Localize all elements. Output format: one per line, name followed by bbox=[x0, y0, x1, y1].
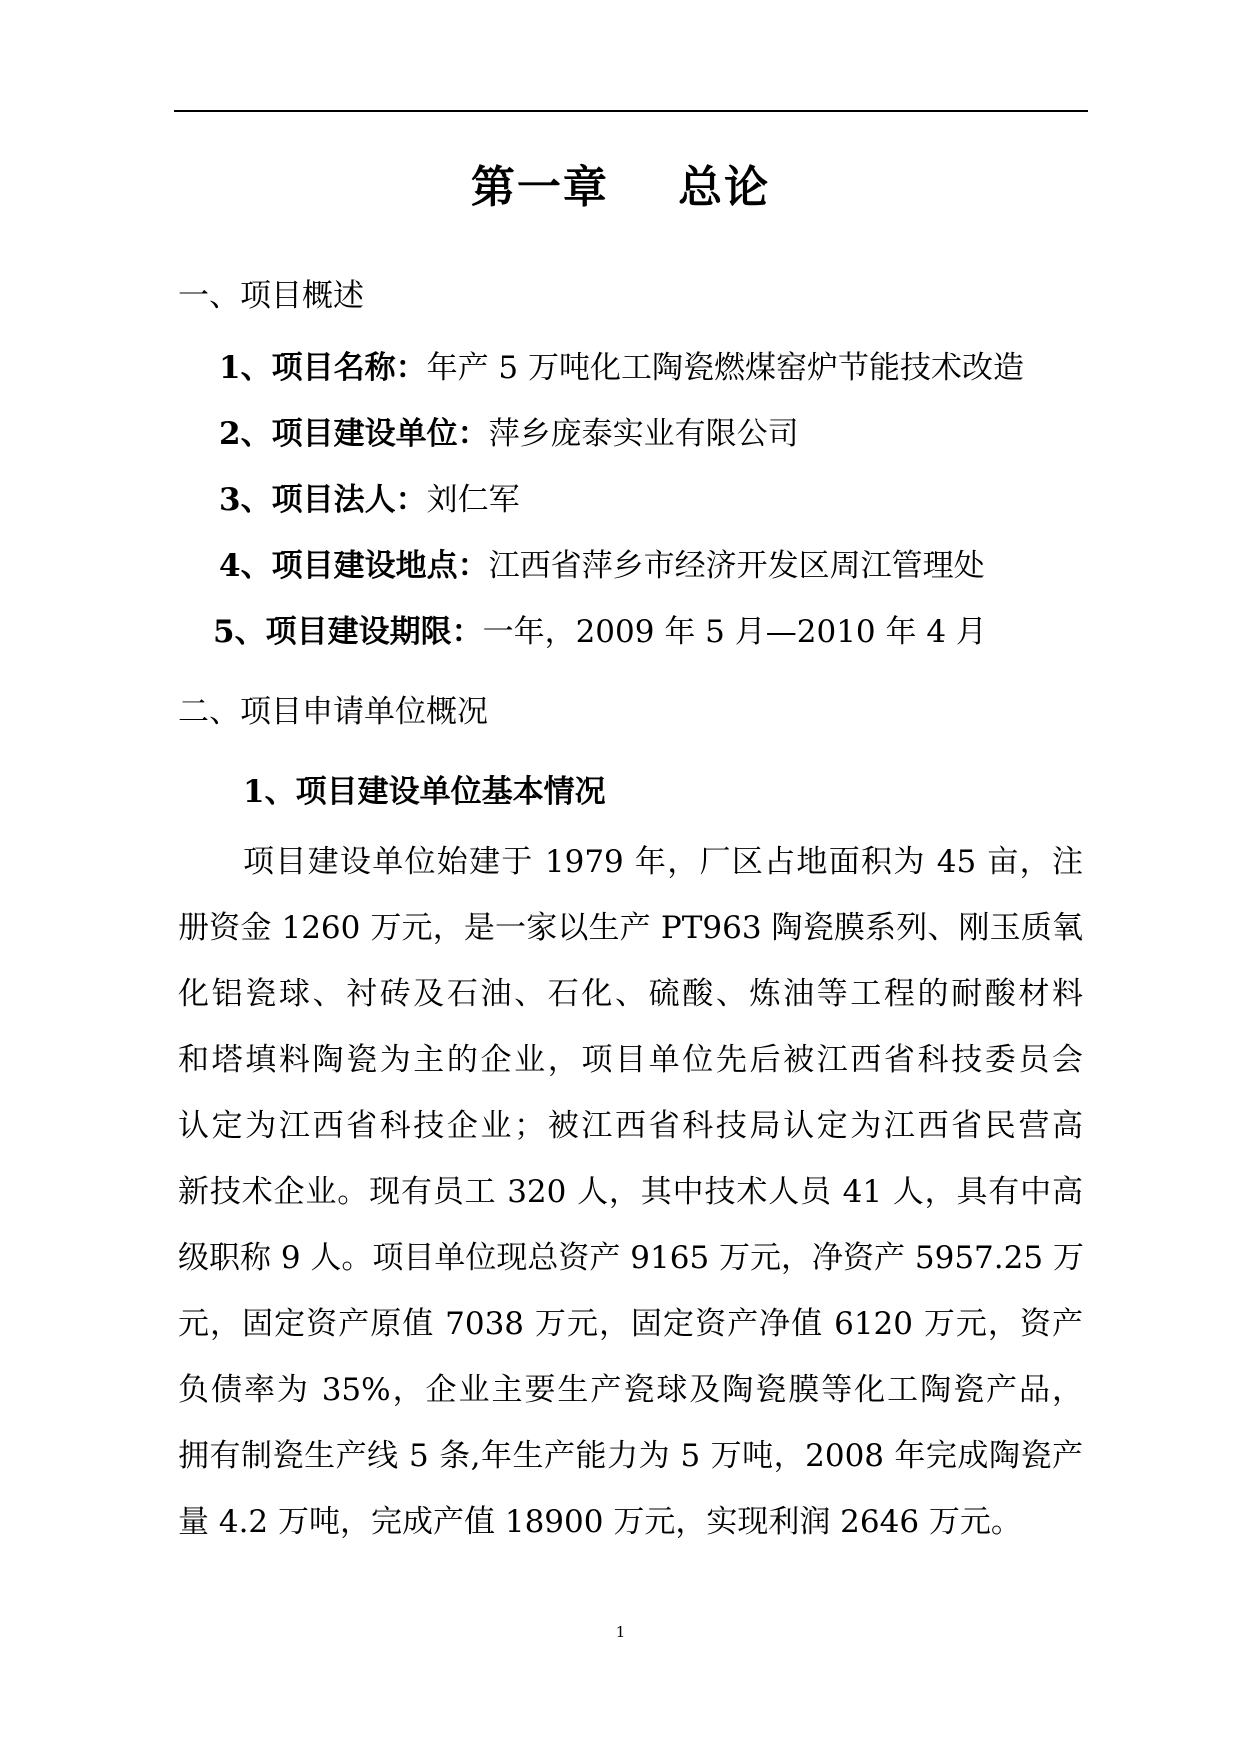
item-label: 4、项目建设地点： bbox=[219, 548, 489, 584]
chapter-title: 第一章 总论 bbox=[470, 162, 771, 213]
item-value: 一年，2009 年 5 月—2010 年 4 月 bbox=[482, 614, 987, 650]
item-label: 3、项目法人： bbox=[219, 482, 427, 518]
paragraph-line: 负债率为 35%，企业主要生产瓷球及陶瓷膜等化工陶瓷产品， bbox=[178, 1372, 1083, 1408]
item-location bbox=[219, 544, 985, 588]
item-legal-person bbox=[219, 478, 520, 522]
item-label: 1、项目名称： bbox=[219, 350, 427, 386]
paragraph-line: 元，固定资产原值 7038 万元，固定资产净值 6120 万元，资产 bbox=[178, 1306, 1083, 1342]
item-construction-unit bbox=[219, 412, 799, 456]
paragraph-line: 化铝瓷球、衬砖及石油、石化、硫酸、炼油等工程的耐酸材料 bbox=[178, 976, 1083, 1012]
item-period bbox=[213, 610, 987, 654]
subheading-basic-info: 1、项目建设单位基本情况 bbox=[243, 774, 606, 810]
item-label: 2、项目建设单位： bbox=[219, 416, 489, 452]
page-number: 1 bbox=[615, 1623, 626, 1641]
item-label: 5、项目建设期限： bbox=[213, 614, 483, 650]
paragraph-line: 认定为江西省科技企业；被江西省科技局认定为江西省民营高 bbox=[178, 1108, 1083, 1144]
paragraph-line: 量 4.2 万吨，完成产值 18900 万元，实现利润 2646 万元。 bbox=[178, 1504, 1022, 1540]
header-rule bbox=[174, 110, 1088, 112]
item-value: 萍乡庞泰实业有限公司 bbox=[488, 416, 799, 452]
paragraph-line: 和塔填料陶瓷为主的企业，项目单位先后被江西省科技委员会 bbox=[178, 1042, 1083, 1078]
paragraph-line: 拥有制瓷生产线 5 条,年生产能力为 5 万吨，2008 年完成陶瓷产 bbox=[178, 1438, 1083, 1474]
item-project-name bbox=[219, 346, 1024, 390]
paragraph-line: 册资金 1260 万元，是一家以生产 PT963 陶瓷膜系列、刚玉质氧 bbox=[178, 910, 1083, 946]
paragraph-line: 项目建设单位始建于 1979 年，厂区占地面积为 45 亩，注 bbox=[243, 844, 1083, 880]
item-value: 年产 5 万吨化工陶瓷燃煤窑炉节能技术改造 bbox=[426, 350, 1025, 386]
item-value: 刘仁军 bbox=[426, 482, 520, 518]
item-value: 江西省萍乡市经济开发区周江管理处 bbox=[488, 548, 985, 584]
paragraph-line: 新技术企业。现有员工 320 人，其中技术人员 41 人，具有中高 bbox=[178, 1174, 1083, 1210]
paragraph-line: 级职称 9 人。项目单位现总资产 9165 万元，净资产 5957.25 万 bbox=[178, 1240, 1084, 1276]
section-heading-overview: 一、项目概述 bbox=[178, 278, 364, 314]
section-heading-applicant: 二、项目申请单位概况 bbox=[178, 694, 488, 730]
